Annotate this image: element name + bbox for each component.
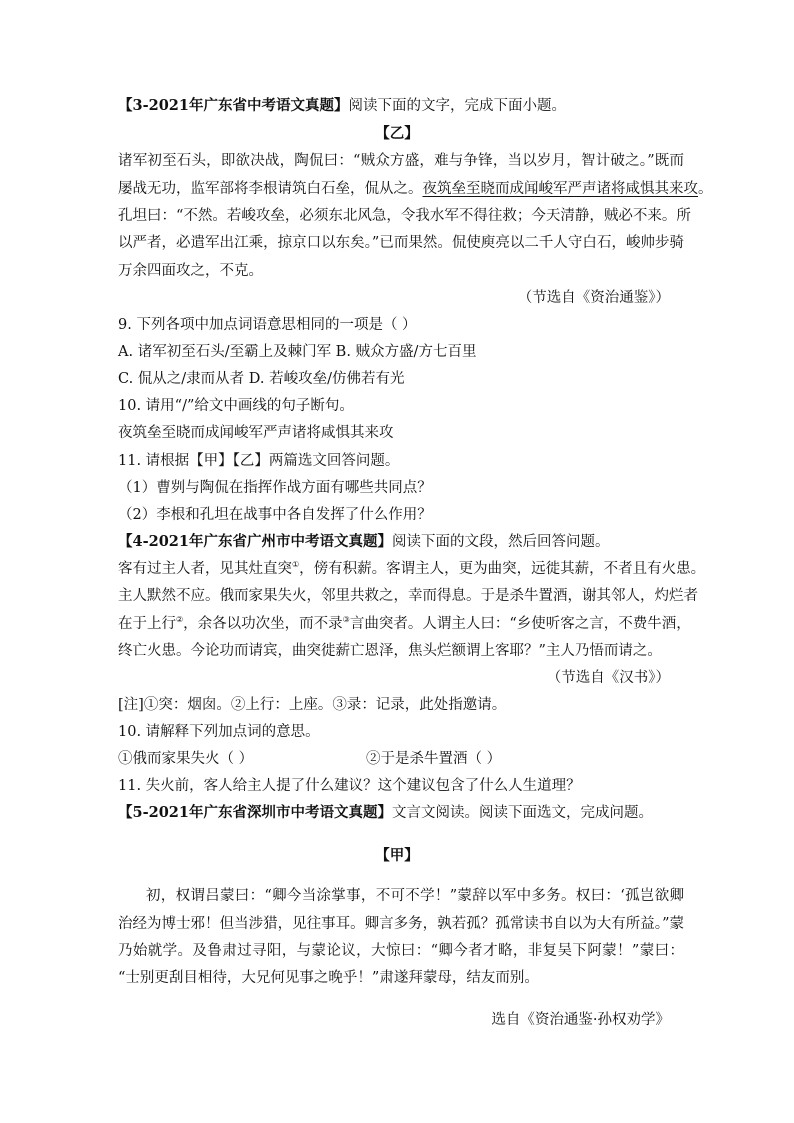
s3-question-11-part-2: （2）李根和孔坦在战事中各自发挥了什么作用？ (118, 507, 432, 523)
s4-passage-line-2: 主人默然不应。俄而家果失火，邻里共救之，幸而得息。于是杀牛置酒，谢其邻人，灼烂者 (118, 588, 698, 604)
s4-passage-line-3c: 言曲突者。人谓主人曰：“乡使听客之言，不费牛酒， (349, 616, 691, 632)
s3-passage-line-2 (118, 179, 713, 199)
s3-question-9-options-cd: C. 侃从之/隶而从者 D. 若峻攻垒/仿佛若有光 (118, 371, 405, 387)
s5-passage-line-2: 治经为博士邪！但当涉猎，见往事耳。卿言多务，孰若孤？孤常读书自以为大有所益。”蒙 (118, 916, 684, 932)
s3-question-11: 11. 请根据【甲】【乙】两篇选文回答问题。 (118, 453, 400, 469)
section-5-subtitle: 【甲】 (375, 847, 419, 864)
s3-source: （节选自《资治通鉴》） (517, 290, 670, 306)
s4-question-10-item-1: ①俄而家果失火（ ） (118, 751, 254, 767)
section-5-header (118, 803, 676, 823)
s4-question-10-item-2: ②于是杀牛置酒（ ） (366, 751, 502, 767)
underlined-sentence: 夜筑垒至晓而成闻峻军严声诸将咸惧其来攻 (422, 181, 698, 197)
s5-passage-line-4: “士别更刮目相待，大兄何见事之晚乎！”肃遂拜蒙母，结友而别。 (118, 970, 539, 986)
section-3-instruction: 阅读下面的文字，完成下面小题。 (348, 98, 566, 114)
footnote-marker-3: ③ (342, 615, 350, 624)
s5-passage-line-3: 乃始就学。及鲁肃过寻阳，与蒙论议，大惊曰：“卿今者才略，非复吴下阿蒙！”蒙曰： (118, 943, 684, 959)
section-3-tag: 【3-2021年广东省中考语文真题】 (118, 97, 349, 114)
s4-passage-line-1b: ，傍有积薪。客谓主人，更为曲突，远徙其薪，不者且有火患。 (299, 561, 706, 577)
s5-source: 选自《资治通鉴·孙权劝学》 (491, 1012, 670, 1028)
s3-question-10: 10. 请用“/”给文中画线的句子断句。 (118, 398, 354, 414)
s4-notes: [注]①突：烟囱。②上行：上座。③录：记录，此处指邀请。 (118, 697, 507, 713)
s4-passage-line-3a: 在于上行 (118, 616, 176, 632)
s3-passage-line-5: 万余四面攻之，不克。 (118, 263, 263, 279)
s4-passage-line-3 (118, 614, 691, 634)
section-3-subtitle: 【乙】 (375, 125, 419, 142)
footnote-marker-1: ① (292, 560, 300, 569)
s4-question-10-items (118, 749, 676, 769)
s3-passage-line-3: 孔坦曰：“不然。若峻攻垒，必须东北风急，令我水军不得往救；今天清静，贼必不来。所 (118, 208, 691, 224)
section-5-instruction: 文言文阅读。阅读下面选文，完成问题。 (391, 805, 653, 821)
s4-passage-line-4: 终亡火患。今论功而请宾，曲突徙薪亡恩泽，焦头烂额谓上客耶？”主人乃悟而请之。 (118, 643, 662, 659)
s3-question-9: 9. 下列各项中加点词语意思相同的一项是（ ） (118, 317, 417, 333)
section-5-tag: 【5-2021年广东省深圳市中考语文真题】 (118, 804, 392, 821)
s3-passage-line-2-text: 屡战无功，监军部将李根请筑白石垒，侃从之。 (118, 181, 423, 197)
s4-question-11: 11. 失火前，客人给主人提了什么建议？这个建议包含了什么人生道理？ (118, 778, 581, 794)
s4-source: （节选自《汉书》） (546, 670, 670, 686)
section-4-header (118, 532, 676, 552)
section-4-tag: 【4-2021年广东省广州市中考语文真题】 (118, 533, 392, 550)
section-4-instruction: 阅读下面的文段，然后回答问题。 (391, 534, 610, 550)
s4-passage-line-1a: 客有过主人者，见其灶直突 (118, 561, 292, 577)
s3-question-11-part-1: （1）曹刿与陶侃在指挥作战方面有哪些共同点？ (118, 480, 432, 496)
s4-question-10: 10. 请解释下列加点词的意思。 (118, 724, 320, 740)
s5-passage-line-1: 初，权谓吕蒙曰：“卿今当涂掌事，不可不学！”蒙辞以军中多务。权曰：‘孤岂欲卿 (146, 888, 684, 904)
s3-question-10-sentence: 夜筑垒至晓而成闻峻军严声诸将咸惧其来攻 (118, 425, 394, 441)
s4-passage-line-3b: ，余各以功次坐，而不录 (183, 616, 343, 632)
footnote-marker-2: ② (176, 615, 184, 624)
s4-passage-line-1 (118, 559, 706, 579)
section-3-header (118, 96, 676, 116)
s3-passage-line-2-end: 。 (698, 181, 713, 197)
s3-passage-line-4: 以严者，必遣军出江乘，掠京口以东矣。”已而果然。侃使庾亮以二千人守白石，峻帅步骑 (118, 235, 684, 251)
s3-passage-line-1: 诸军初至石头，即欲决战，陶侃曰：“贼众方盛，难与争锋，当以岁月，智计破之。”既而 (118, 153, 684, 169)
s3-question-9-options-ab: A. 诸军初至石头/至霸上及棘门军 B. 贼众方盛/方七百里 (118, 344, 477, 360)
